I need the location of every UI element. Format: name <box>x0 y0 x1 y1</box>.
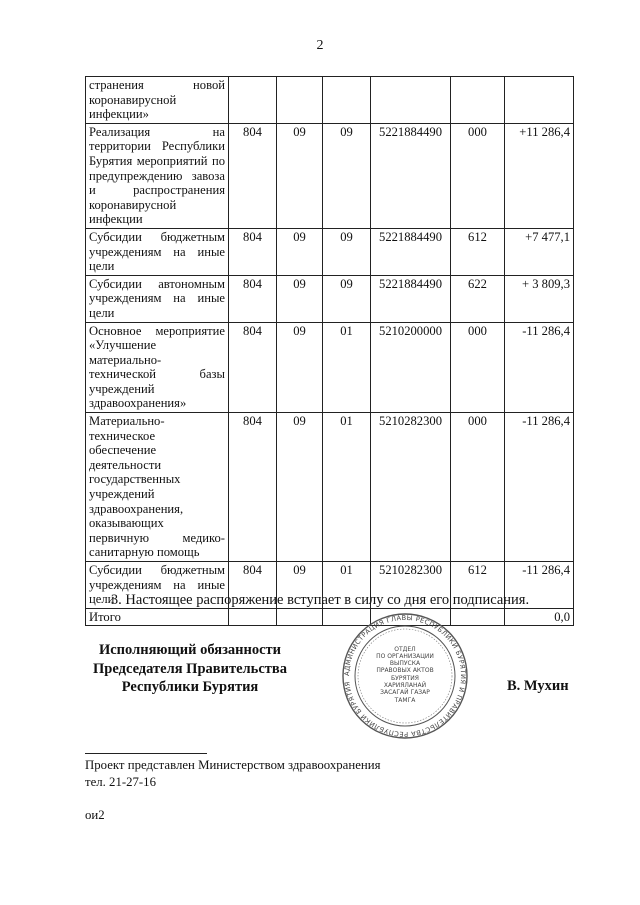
cell-subsection-code: 09 <box>323 275 371 322</box>
table-row <box>86 322 574 413</box>
seal-center-text: ПРАВОВЫХ АКТОВ <box>376 667 434 674</box>
footnote-divider <box>85 753 207 754</box>
cell-amount: + 3 809,3 <box>505 275 574 322</box>
cell-amount: -11 286,4 <box>505 322 574 413</box>
table-row <box>86 77 574 124</box>
cell-section-code: 09 <box>277 413 323 562</box>
table-row <box>86 123 574 228</box>
cell-name: Материально-техническое обеспечение деятельности государственных учреждений здравоохранения, оказывающих первичную медико-санитарную помощь <box>86 413 229 562</box>
cell-expense-type: 000 <box>451 322 505 413</box>
cell-section-code: 09 <box>277 322 323 413</box>
clause-entry-into-force: 3. Настоящее распоряжение вступает в силу со дня его подписания. <box>110 592 530 608</box>
signer-name: В. Мухин <box>507 678 569 694</box>
cell-target-article: 5221884490 <box>371 123 451 228</box>
seal-center-text: БУРЯТИЯ <box>391 675 419 682</box>
seal-center-text: ЗАСАГАЙ ГАЗАР <box>380 689 430 696</box>
cell-name: Реализация на территории Республики Бурятия мероприятий по предупреждению завоза и распространения коронавирусной инфекции <box>86 123 229 228</box>
cell-subsection-code: 09 <box>323 123 371 228</box>
cell-name: Основное мероприятие «Улучшение материально-технической базы учреждений здравоохранения» <box>86 322 229 413</box>
cell-department-code: 804 <box>229 413 277 562</box>
cell-department-code <box>229 608 277 626</box>
cell-section-code <box>277 608 323 626</box>
signer-position-line: Республики Бурятия <box>121 679 259 695</box>
cell-expense-type <box>451 77 505 124</box>
cell-section-code: 09 <box>277 123 323 228</box>
seal-center-text: ТАМГА <box>394 697 416 704</box>
cell-section-code: 09 <box>277 562 323 609</box>
table-row <box>86 413 574 562</box>
cell-subsection-code: 01 <box>323 413 371 562</box>
signer-position <box>70 641 310 697</box>
cell-expense-type: 622 <box>451 275 505 322</box>
cell-name: странения новой коронавирусной инфекции» <box>86 77 229 124</box>
cell-subsection-code: 01 <box>323 322 371 413</box>
cell-target-article: 5221884490 <box>371 275 451 322</box>
seal-center-text: ОТДЕЛ <box>394 646 416 653</box>
cell-name: Субсидии бюджетным учреждениям на иные цели <box>86 562 229 609</box>
cell-name: Итого <box>86 608 229 626</box>
cell-target-article: 5210200000 <box>371 322 451 413</box>
seal-center-text: ВЫПУСКА <box>389 660 421 667</box>
cell-amount: +7 477,1 <box>505 228 574 275</box>
cell-amount: -11 286,4 <box>505 413 574 562</box>
cell-amount: +11 286,4 <box>505 123 574 228</box>
cell-target-article: 5210282300 <box>371 413 451 562</box>
signer-position-line: Исполняющий обязанности <box>98 642 282 658</box>
cell-target-article: 5221884490 <box>371 228 451 275</box>
cell-expense-type: 612 <box>451 562 505 609</box>
cell-section-code <box>277 77 323 124</box>
cell-expense-type: 000 <box>451 123 505 228</box>
cell-department-code: 804 <box>229 123 277 228</box>
cell-section-code: 09 <box>277 275 323 322</box>
table-row <box>86 275 574 322</box>
cell-amount: 0,0 <box>505 608 574 626</box>
cell-subsection-code: 01 <box>323 562 371 609</box>
cell-subsection-code <box>323 77 371 124</box>
cell-expense-type: 000 <box>451 413 505 562</box>
cell-target-article: 5210282300 <box>371 562 451 609</box>
footnote-author: Проект представлен Министерством здравоохранения <box>85 758 381 772</box>
cell-amount: -11 286,4 <box>505 562 574 609</box>
cell-amount <box>505 77 574 124</box>
table-row <box>86 608 574 626</box>
cell-name: Субсидии автономным учреждениям на иные цели <box>86 275 229 322</box>
cell-target-article <box>371 77 451 124</box>
cell-subsection-code: 09 <box>323 228 371 275</box>
seal-ring-text: АДМИНИСТРАЦИЯ ГЛАВЫ РЕСПУБЛИКИ БУРЯТИЯ И ПРАВИТЕЛЬСТВА РЕСПУБЛИКИ БУРЯТИЯ <box>342 613 468 739</box>
signer-position-line: Председателя Правительства <box>93 660 287 677</box>
budget-table <box>85 76 574 626</box>
cell-department-code <box>229 77 277 124</box>
document-mark: ои2 <box>85 808 105 822</box>
cell-name: Субсидии бюджетным учреждениям на иные цели <box>86 228 229 275</box>
cell-section-code: 09 <box>277 228 323 275</box>
footnote <box>85 757 380 790</box>
official-seal-stamp <box>341 612 469 740</box>
cell-department-code: 804 <box>229 275 277 322</box>
seal-center-text: ХАРИЯЛАНАЙ <box>383 682 427 689</box>
footnote-phone: тел. 21-27-16 <box>85 774 156 789</box>
page-number: 2 <box>316 38 324 53</box>
cell-department-code: 804 <box>229 562 277 609</box>
cell-department-code: 804 <box>229 228 277 275</box>
table-row <box>86 228 574 275</box>
seal-center-text: ПО ОРГАНИЗАЦИИ <box>376 653 434 660</box>
cell-department-code: 804 <box>229 322 277 413</box>
cell-expense-type: 612 <box>451 228 505 275</box>
